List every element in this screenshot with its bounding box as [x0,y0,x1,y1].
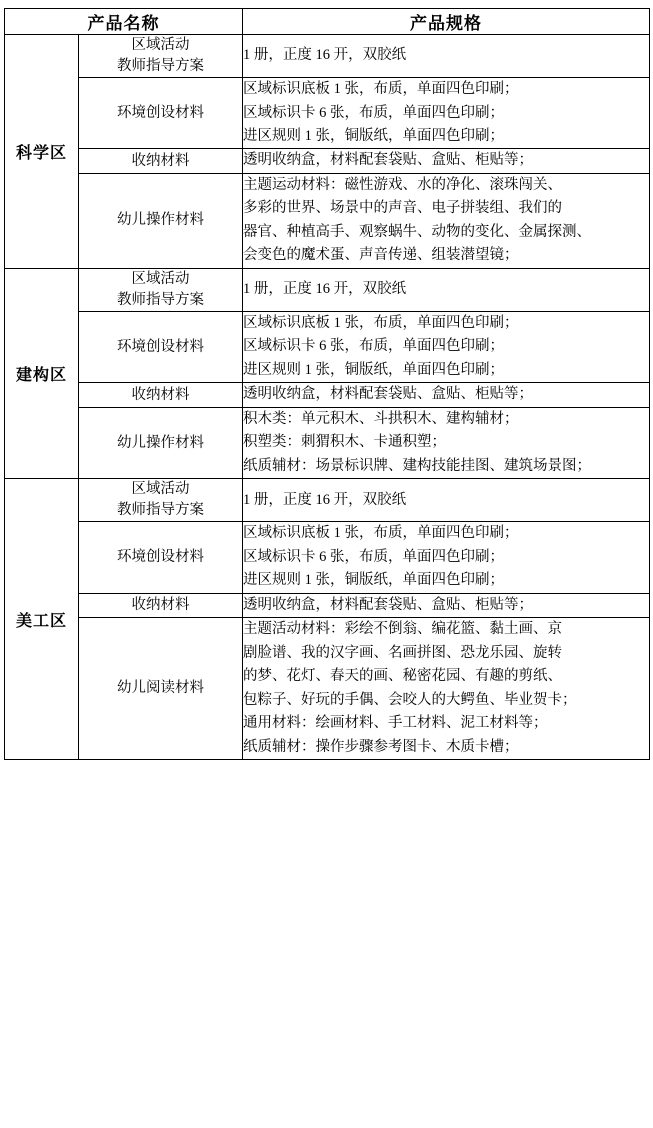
spec-line: 进区规则 1 张，铜版纸，单面四色印刷； [243,128,504,144]
table-header-row [5,9,650,35]
table-row [5,522,650,593]
item-label [79,407,243,478]
spec-description [243,383,650,407]
spec-description [243,173,650,268]
spec-line: 通用材料：绘画材料、手工材料、泥工材料等； [243,715,548,732]
spec-line: 器官、种植高手、观察蜗牛、动物的变化、金属探测、 [243,223,591,240]
item-line: 区域活动 [131,37,190,53]
spec-description [243,268,650,311]
item-label [79,35,243,78]
item-label [79,268,243,311]
spec-description [243,522,650,593]
item-label [79,78,243,149]
spec-line: 积塑类：刺猬积木、卡通积塑； [243,434,446,451]
item-line: 幼儿操作材料 [117,212,204,229]
spec-line: 包粽子、好玩的手偶、会咬人的大鳄鱼、毕业贺卡； [243,691,577,708]
table-row [5,407,650,478]
header-product-name: 产品名称 [5,9,243,35]
item-line: 教师指导方案 [117,291,204,308]
spec-description [243,479,650,522]
spec-line: 的梦、花灯、春天的画、秘密花园、有趣的剪纸、 [243,668,562,685]
spec-line: 区域标识底板 1 张，布质，单面四色印刷； [243,81,519,98]
spec-line: 主题运动材料：磁性游戏、水的净化、滚珠闯关、 [243,176,562,193]
spec-line: 多彩的世界、场景中的声音、电子拼装组、我们的 [243,200,562,217]
spec-line: 区域标识底板 1 张，布质，单面四色印刷； [243,314,519,331]
table-row [5,593,650,617]
item-line: 收纳材料 [131,152,190,169]
item-line: 幼儿阅读材料 [117,680,204,697]
spec-line: 进区规则 1 张，铜版纸，单面四色印刷； [243,361,504,378]
item-line: 环境创设材料 [117,104,204,121]
header-product-spec: 产品规格 [243,9,650,35]
zone-label: 美工区 [5,479,79,760]
spec-line: 区域标识卡 6 张，布质，单面四色印刷； [243,548,504,565]
spec-line: 进区规则 1 张，铜版纸，单面四色印刷； [243,572,504,589]
item-line: 环境创设材料 [117,338,204,355]
spec-description [243,311,650,382]
spec-line: 1 册，正度 16 开，双胶纸 [243,47,407,64]
spec-line: 透明收纳盒，材料配套袋贴、盒贴、柜贴等； [243,596,533,613]
item-line: 收纳材料 [131,386,190,403]
item-line: 区域活动 [131,481,190,498]
item-line: 教师指导方案 [117,502,204,519]
spec-line: 纸质辅材：场景标识牌、建构技能挂图、建筑场景图； [243,457,591,474]
zone-label: 科学区 [5,35,79,269]
item-line: 环境创设材料 [117,549,204,566]
item-label [79,311,243,382]
spec-line: 主题活动材料：彩绘不倒翁、编花篮、黏土画、京 [243,621,562,638]
spec-line: 1 册，正度 16 开，双胶纸 [243,281,407,298]
spec-line: 区域标识卡 6 张，布质，单面四色印刷； [243,338,504,355]
zone-label: 建构区 [5,268,79,478]
table-row [5,173,650,268]
item-label [79,149,243,173]
table-row [5,149,650,173]
spec-line: 剧脸谱、我的汉字画、名画拼图、恐龙乐园、旋转 [243,644,562,661]
item-label [79,522,243,593]
spec-line: 积木类：单元积木、斗拱积木、建构辅材； [243,410,519,427]
table-row [5,35,650,78]
table-row [5,311,650,382]
spec-description [243,78,650,149]
table-row [5,383,650,407]
spec-line: 会变色的魔术蛋、声音传递、组装潜望镜； [243,247,519,264]
item-line: 区域活动 [131,270,190,287]
spec-description [243,407,650,478]
item-label [79,173,243,268]
product-spec-table [4,8,650,760]
item-line: 幼儿操作材料 [117,434,204,451]
item-line: 收纳材料 [131,597,190,614]
item-label [79,383,243,407]
item-label [79,593,243,617]
spec-description [243,618,650,760]
spec-line: 区域标识底板 1 张，布质，单面四色印刷； [243,525,519,542]
table-row [5,479,650,522]
item-label [79,618,243,760]
table-row [5,618,650,760]
spec-line: 区域标识卡 6 张，布质，单面四色印刷； [243,104,504,121]
spec-line: 1 册，正度 16 开，双胶纸 [243,491,407,508]
spec-description [243,593,650,617]
table-row [5,268,650,311]
spec-description [243,35,650,78]
spec-line: 纸质辅材：操作步骤参考图卡、木质卡槽； [243,738,519,755]
spec-line: 透明收纳盒，材料配套袋贴、盒贴、柜贴等； [243,386,533,403]
spec-description [243,149,650,173]
table-row [5,78,650,149]
item-line: 教师指导方案 [117,58,204,75]
spec-line: 透明收纳盒，材料配套袋贴、盒贴、柜贴等； [243,152,533,169]
item-label [79,479,243,522]
